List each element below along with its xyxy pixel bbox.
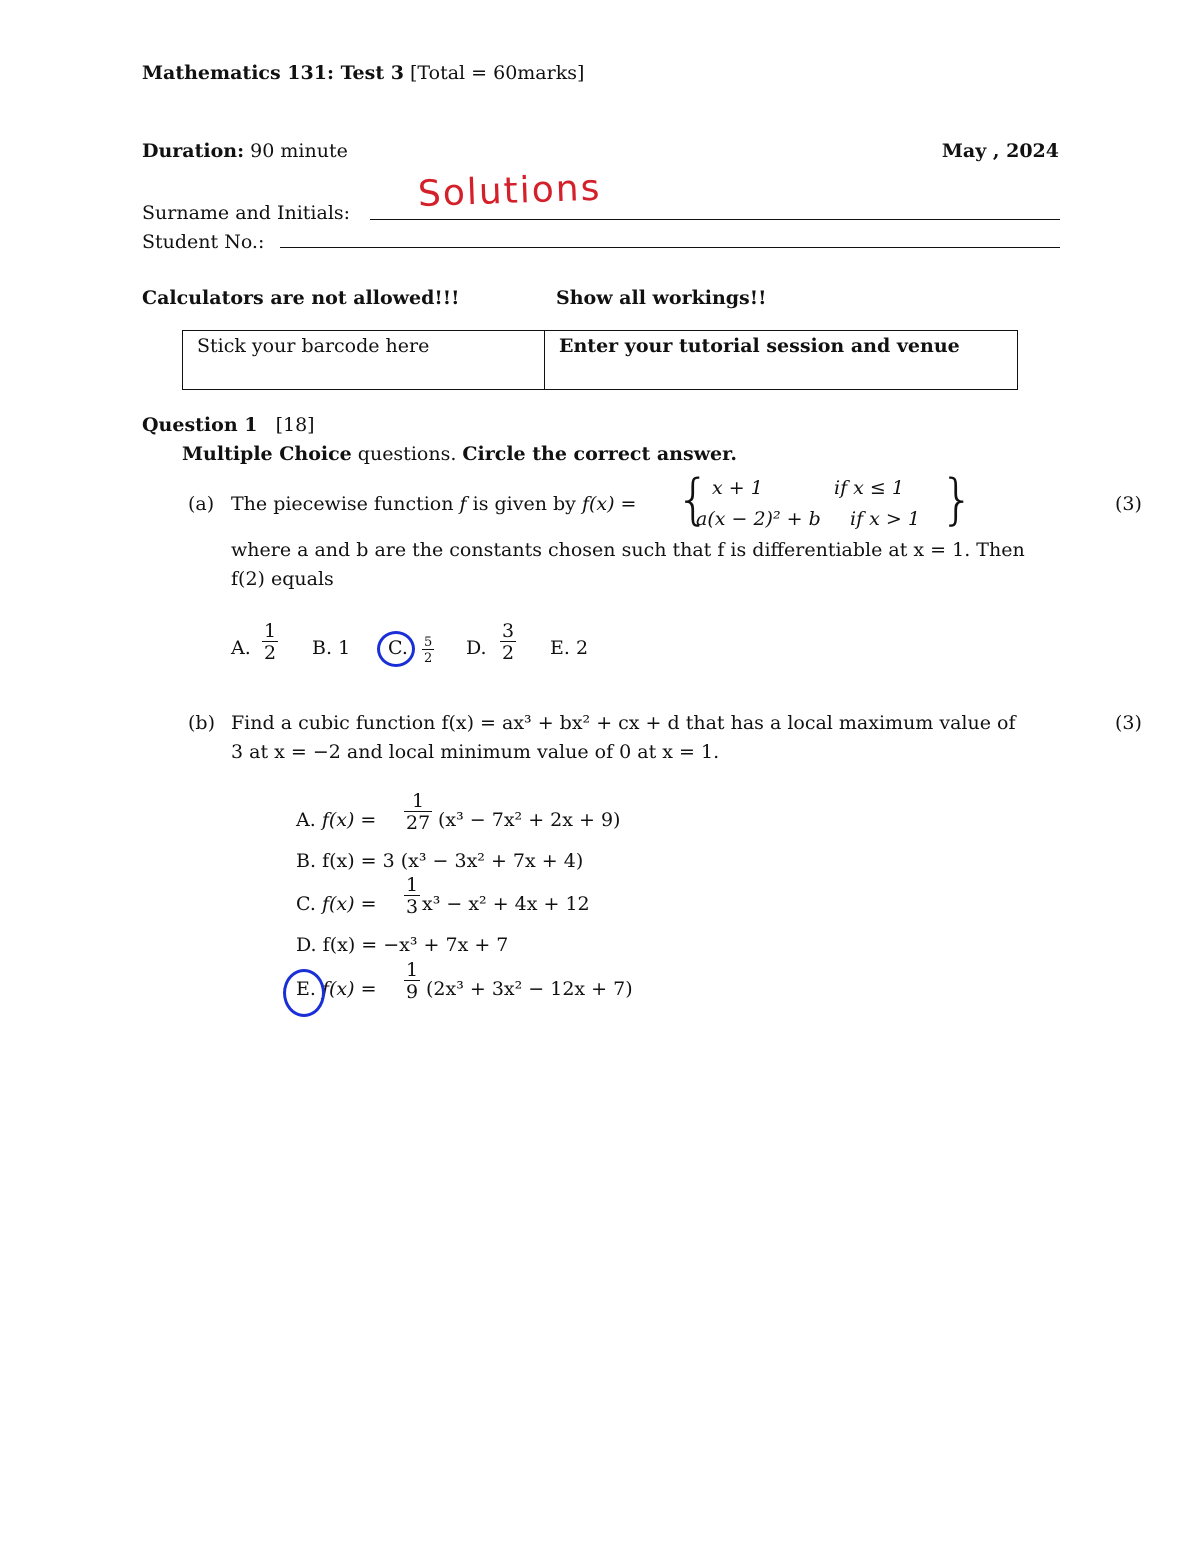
info-boxes [182,330,1018,390]
duration-value: 90 minute [250,140,348,162]
duration [142,140,348,162]
opt-c-den: 2 [424,651,433,666]
tutorial-box[interactable] [545,331,1018,390]
opt-d-den: 2 [502,642,515,664]
workings-notice [556,287,766,309]
tutorial-box-label: Enter your tutorial session and venue [559,335,960,357]
part-a-option-d-label: D. [466,637,487,659]
b-opt-e-label: E. [296,978,316,1000]
opt-b-label: B. [312,637,333,659]
left-brace: { [676,468,711,531]
instr-bold-2: Circle the correct answer. [462,443,738,465]
case-2-expr: a(x − 2)² + b [696,508,821,530]
opt-e-value: 2 [575,637,589,659]
part-b-line-1: Find a cubic function f(x) = ax³ + bx² + cx + d that has a local maximum value of [231,712,1016,734]
opt-d-num: 3 [502,620,515,642]
part-b-option-a-frac [404,792,432,833]
part-b-label: (b) [188,712,215,734]
part-b-option-e-post: (2x³ + 3x² − 12x + 7) [426,978,633,1000]
part-a-option-d-value [500,622,516,663]
barcode-box-label: Stick your barcode here [197,335,430,357]
student-no-line[interactable] [280,247,1060,248]
b-opt-b-text: f(x) = 3 (x³ − 3x² + 7x + 4) [322,850,584,872]
part-b-option-c-frac [404,876,420,917]
part-b-option-c-post: x³ − x² + 4x + 12 [422,893,590,915]
b-opt-a-label: A. [296,809,316,831]
answer-circle-a [377,631,415,667]
duration-label: Duration: [142,140,245,162]
part-b-marks: (3) [1115,712,1142,734]
part-a-option-c-label: C. [388,637,408,659]
exam-date-text: May , 2024 [941,140,1059,162]
document-title [142,62,584,84]
question-1-heading [142,414,315,436]
part-b-line-2: 3 at x = −2 and local minimum value of 0 at x = 1. [231,741,720,763]
b-opt-d-text: f(x) = −x³ + 7x + 7 [322,934,509,956]
part-a-option-c-value [422,636,434,665]
right-brace: } [940,468,975,531]
part-a-option-b [312,637,350,659]
surname-label: Surname and Initials: [142,202,351,224]
part-b-option-a [296,809,376,831]
b-opt-b-label: B. [296,850,317,872]
course-title: Mathematics 131: Test 3 [142,62,404,84]
b-opt-d-label: D. [296,934,317,956]
b-opt-c-num: 1 [406,874,419,896]
answer-circle-b [283,969,325,1017]
case-1-cond: if x ≤ 1 [834,477,904,499]
case-2-cond: if x > 1 [850,508,920,530]
case-1-expr: x + 1 [712,477,763,499]
b-opt-e-num: 1 [406,959,419,981]
b-opt-e-pre: f(x) = [321,978,377,1000]
total-marks: [Total = 60marks] [410,62,585,84]
part-a-marks: (3) [1115,493,1142,515]
b-opt-c-pre: f(x) = [321,893,377,915]
workings-notice-text: Show all workings!! [556,287,767,309]
part-b-option-d [296,934,508,956]
part-a-option-a-value [262,622,278,663]
part-b-option-e-frac [404,961,420,1002]
part-a-intro [231,493,636,515]
b-opt-a-num: 1 [412,790,425,812]
question-1-title: Question 1 [142,414,258,436]
surname-line[interactable] [370,219,1060,220]
opt-c-num: 5 [424,635,433,650]
part-a-is-given-by: is given by [472,493,576,515]
instr-bold-1: Multiple Choice [182,443,352,465]
instr-plain: questions. [351,443,457,465]
part-a-line-2: where a and b are the constants chosen such that f is differentiable at x = 1. Then [231,539,1025,561]
b-opt-c-label: C. [296,893,316,915]
b-opt-e-den: 9 [406,981,419,1003]
part-a-fx-eq: f(x) = [581,493,637,515]
part-b-option-c [296,893,377,915]
student-no-label: Student No.: [142,231,265,253]
opt-e-label: E. [550,637,570,659]
b-opt-a-pre: f(x) = [321,809,377,831]
part-b-option-b [296,850,583,872]
b-opt-c-den: 3 [406,896,419,918]
part-b-option-a-post: (x³ − 7x² + 2x + 9) [438,809,621,831]
question-1-instructions [182,443,737,465]
calculators-notice-text: Calculators are not allowed!!! [142,287,460,309]
calculators-notice [142,287,459,309]
part-a-line-3: f(2) equals [231,568,334,590]
part-a-intro-text: The piecewise function [231,493,454,515]
opt-b-value: 1 [338,637,351,659]
handwritten-name: Solutions [417,167,603,215]
part-a-label: (a) [188,493,215,515]
part-a-var-f: f [459,493,467,515]
exam-date [942,140,1059,162]
opt-a-num: 1 [264,620,277,642]
b-opt-a-den: 27 [406,812,431,834]
part-a-option-e [550,637,588,659]
question-1-marks: [18] [275,414,315,436]
barcode-box[interactable] [183,331,545,390]
opt-a-den: 2 [264,642,277,664]
part-a-option-a-label: A. [231,637,251,659]
